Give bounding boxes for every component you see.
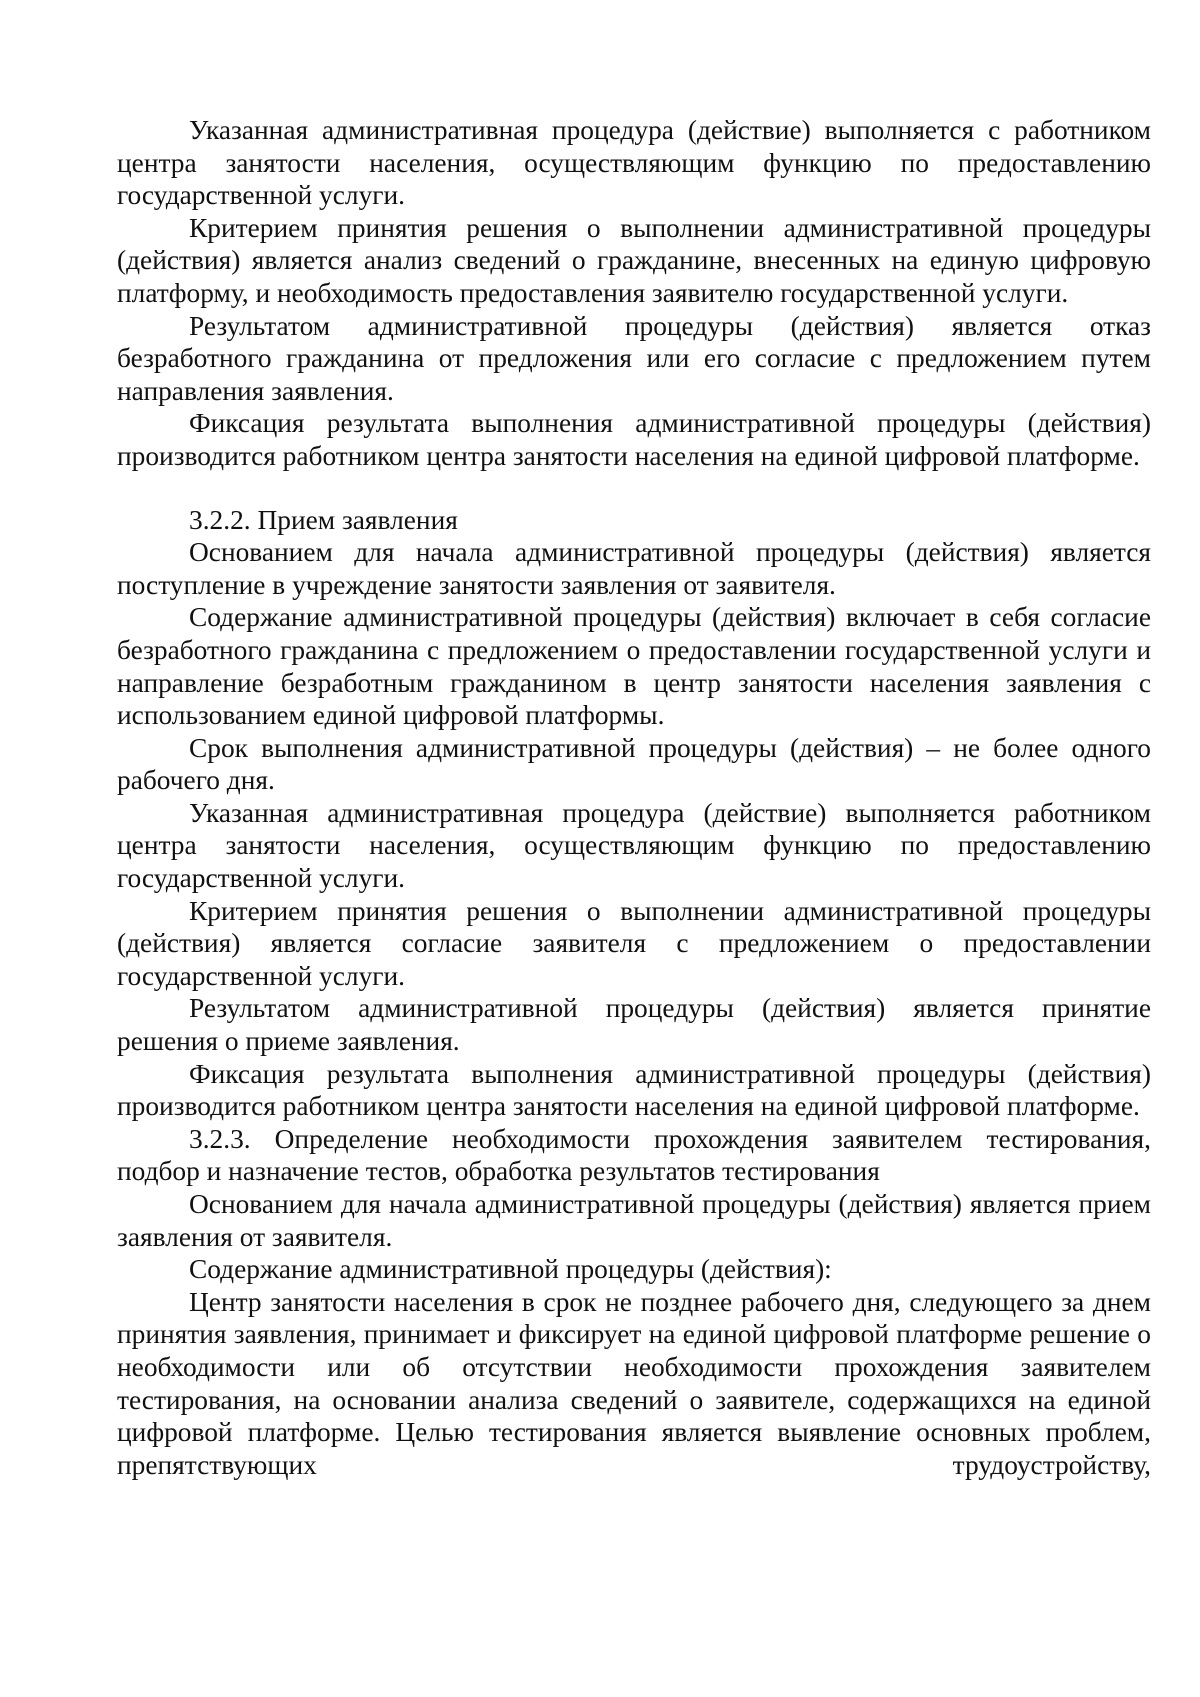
paragraph-procedure-result-2: Результатом административной процедуры (действия) является принятие решения о приеме заявления. (117, 993, 1151, 1057)
paragraph-decision-criterion: Критерием принятия решения о выполнении административной процедуры (действия) является анализ сведений о гражданине, внесенных на единую цифровую платформу, и необходимость предоставления заявителю государственной услуги. (117, 212, 1151, 308)
paragraph-procedure-content: Содержание административной процедуры (действия) включает в себя согласие безработного гражданина с предложением о предоставлении государственной услуги и направление безработным гражданином в центр занятости населения заявления с использованием единой цифровой платформы. (117, 602, 1151, 731)
paragraph-basis-for-start: Основанием для начала административной процедуры (действия) является поступление в учреждение занятости заявления от заявителя. (117, 537, 1151, 600)
paragraph-work-performed-by-worker: Указанная административная процедура (действие) выполняется с работником центра занятости населения, осуществляющим функцию по предоставлению государственной услуги. (117, 115, 1151, 211)
paragraph-decision-criterion-2: Критерием принятия решения о выполнении административной процедуры (действия) является согласие заявителя с предложением о предоставлении государственной услуги. (117, 895, 1151, 991)
section-heading-3-2-2: 3.2.2. Прием заявления (189, 504, 458, 535)
paragraph-procedure-result: Результатом административной процедуры (действия) является отказ безработного гражданина от предложения или его согласие с предложением путем направления заявления. (117, 310, 1151, 406)
paragraph-result-fixation: Фиксация результата выполнения административной процедуры (действия) производится работником центра занятости населения на единой цифровой платформе. (117, 408, 1151, 471)
section-heading-3-2-3: 3.2.3. Определение необходимости прохождения заявителем тестирования, подбор и назначение тестов, обработка результатов тестирования (117, 1123, 1151, 1187)
paragraph-basis-for-start-2: Основанием для начала административной процедуры (действия) является прием заявления от заявителя. (117, 1189, 1151, 1252)
paragraph-result-fixation-2: Фиксация результата выполнения административной процедуры (действия) производится работником центра занятости населения на единой цифровой платформе. (117, 1058, 1151, 1122)
paragraph-testing-decision: Центр занятости населения в срок не позднее рабочего дня, следующего за днем принятия заявления, принимает и фиксирует на единой цифровой платформе решение о необходимости или об отсутствии необходимости прохождения заявителем тестирования, на основании анализа сведений о заявителе, содержащихся на единой цифровой платформе. Целью тестирования является выявление основных проблем, препятствующих трудоустройству, (117, 1286, 1151, 1480)
paragraph-work-performed-by-worker-2: Указанная административная процедура (действие) выполняется работником центра занятости населения, осуществляющим функцию по предоставлению государственной услуги. (117, 797, 1151, 894)
document-page (117, 114, 1151, 1481)
paragraph-procedure-deadline: Срок выполнения административной процедуры (действия) – не более одного рабочего дня. (117, 732, 1151, 796)
section-spacer (117, 473, 1151, 504)
paragraph-procedure-content-heading: Содержание административной процедуры (действия): (189, 1254, 832, 1285)
